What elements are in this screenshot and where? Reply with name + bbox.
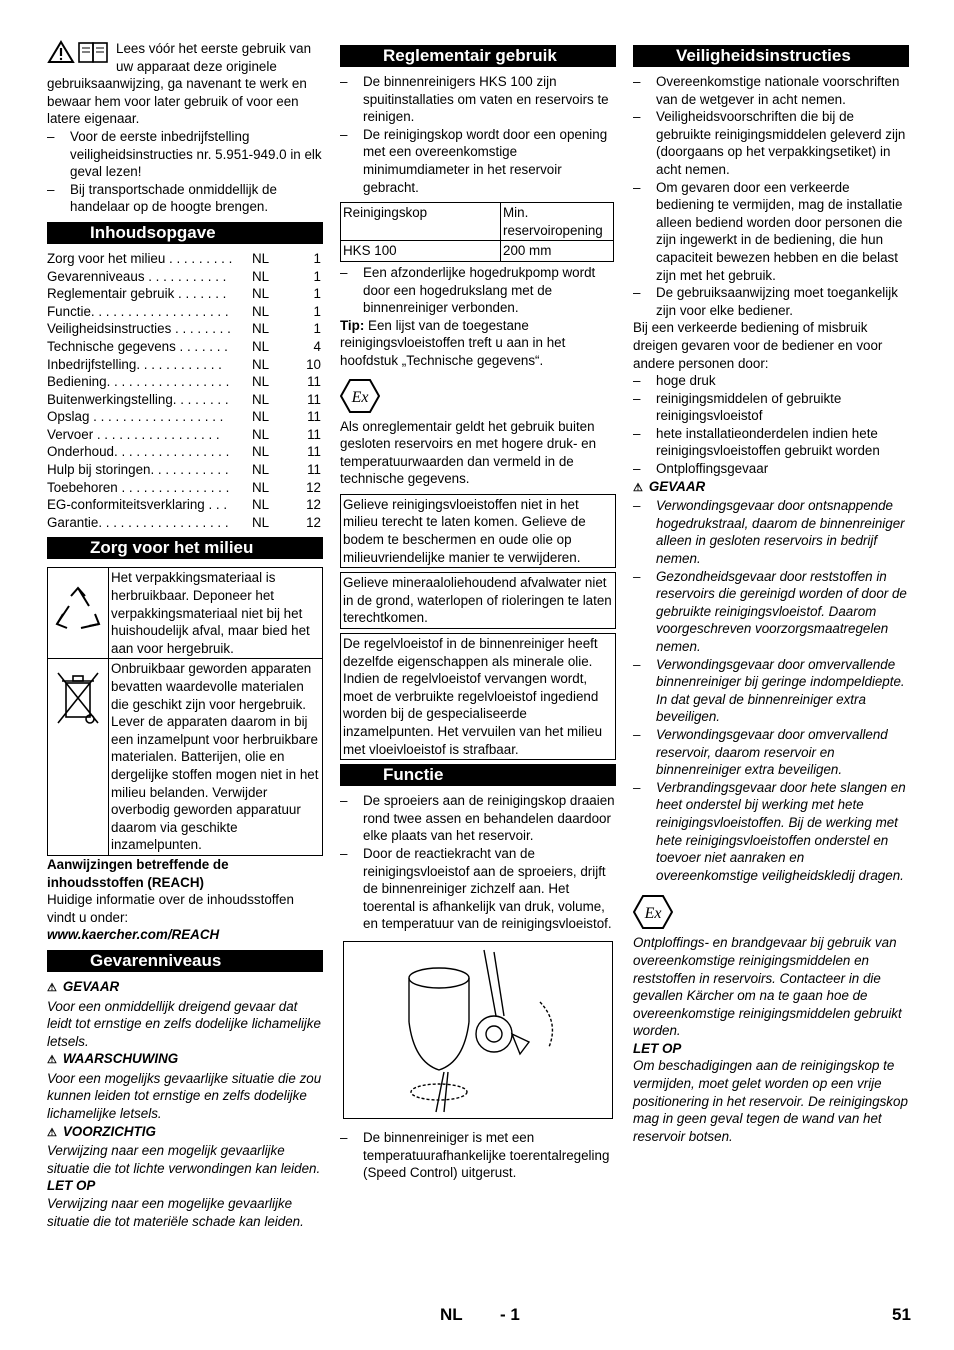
danger-item: – Verwondingsgevaar door ontsnappende hogedrukstraal, daarom de binnenreiniger alleen in gesloten reservoirs in bedrijf nemen. <box>633 497 909 567</box>
toc-lang: NL <box>252 286 270 302</box>
ex-symbol: Ex <box>644 905 662 923</box>
letop-text: Om beschadigingen aan de reinigingskop te vermijden, moet gelet worden op een vrije positionering in het reservoir. De reinigingskop mag in geen geval tegen de wand van het reservoir botsen. <box>633 1058 908 1144</box>
footer-lang: NL <box>440 1305 463 1324</box>
table-cell: 200 mm <box>501 241 614 262</box>
toc-lang: NL <box>252 338 270 354</box>
toc-lang: NL <box>252 462 270 478</box>
reach-link[interactable]: www.kaercher.com/REACH <box>47 927 220 943</box>
usage-item: – De binnenreinigers HKS 100 zijn spuitinstallaties om vaten en reservoirs te reinigen. <box>340 73 616 126</box>
toc-title: Zorg voor het milieu . . . . . . . . . <box>47 250 233 266</box>
level-text: Verwijzing naar een mogelijk gevaarlijke situatie die tot lichte verwondingen kan leiden. <box>47 1143 321 1176</box>
recycle-icon <box>51 584 105 638</box>
toc-row[interactable] <box>47 461 323 479</box>
toc-page: 11 <box>307 426 321 442</box>
opening-table <box>340 202 614 262</box>
toc-lang: NL <box>252 444 270 460</box>
toc-lang: NL <box>252 268 270 284</box>
usage-heading: Reglementair gebruik <box>340 45 616 67</box>
level-label: ⚠ GEVAAR <box>47 978 323 998</box>
toc-title: Gevarenniveaus . . . . . . . . . . . <box>47 268 227 284</box>
toc-title: Functie. . . . . . . . . . . . . . . . . . . <box>47 303 229 319</box>
toc-title: Hulp bij storingen. . . . . . . . . . . <box>47 462 229 478</box>
toc-page: 12 <box>306 479 321 495</box>
intro-symbols <box>47 40 112 66</box>
intro-item: – Bij transportschade onmiddellijk de handelaar op de hoogte brengen. <box>47 181 323 216</box>
toc-page: 1 <box>313 250 321 266</box>
ex-symbol: Ex <box>351 388 369 406</box>
toc-page: 4 <box>313 338 321 354</box>
toc-title: Reglementair gebruik . . . . . . . <box>47 286 227 302</box>
toc-row[interactable] <box>47 320 323 338</box>
toc-page: 11 <box>307 462 321 478</box>
warning-triangle-icon: ⚠ <box>633 481 643 494</box>
misuse-text: Bij een verkeerde bediening of misbruik dreigen gevaren voor de bediener en voor andere personen door: <box>633 320 883 371</box>
intro-block <box>47 40 323 216</box>
misuse-item: – reinigingsmiddelen of gebruikte reinigingsvloeistof <box>633 390 909 425</box>
misuse-item: – hoge druk <box>633 372 909 390</box>
ex-icon <box>633 894 909 930</box>
toc-lang: NL <box>252 374 270 390</box>
toc-lang: NL <box>252 303 270 319</box>
level-text: Verwijzing naar een mogelijke gevaarlijke situatie die tot materiële schade kan leiden. <box>47 1196 304 1229</box>
misuse-item: – Ontploffingsgevaar <box>633 460 909 478</box>
toc-lang: NL <box>252 497 270 513</box>
function-item: – Door de reactiekracht van de reinigingsvloeistof aan de sproeiers, drijft de binnenreiniger zichzelf aan. Het toerental is afhankelijk van druk, volume, en temperatuur van de reinigingsvloeistof. <box>340 845 616 933</box>
toc-page: 1 <box>313 303 321 319</box>
ex-text: Als onreglementair geldt het gebruik buiten gesloten reservoirs en met hogere druk- en temperatuurwaarden dan vermeld in de technische gegevens. <box>340 418 597 487</box>
table-header: Reinigingskop <box>341 203 501 241</box>
toc-lang: NL <box>252 479 270 495</box>
levels-heading: Gevarenniveaus <box>47 950 323 972</box>
column-middle <box>340 40 616 1182</box>
toc-row[interactable] <box>47 268 323 286</box>
level-text: Voor een onmiddellijk dreigend gevaar dat leidt tot ernstige en zelfs dodelijke lichamelijke letsels. <box>47 998 321 1049</box>
toc-page: 11 <box>307 374 321 390</box>
toc-page: 11 <box>307 409 321 425</box>
toc-row[interactable] <box>47 285 323 303</box>
function-item: – De sproeiers aan de reinigingskop draaien rond twee assen en behandelen daardoor elke plaats van het reservoir. <box>340 792 616 845</box>
toc-lang: NL <box>252 409 270 425</box>
ex-warning-text: Ontploffings- en brandgevaar bij gebruik van overeenkomstige reinigingsmiddelen en reststoffen in reservoirs. Contacteer in die gevallen Kärcher om na te gaan hoe de overeenkomstige reinigingsmiddelen gebruikt worden. <box>633 935 902 1039</box>
recycle-icon-cell <box>48 568 109 659</box>
reach-text: Huidige informatie over de inhoudsstoffen vindt u onder: <box>47 892 294 925</box>
toc-title: EG-conformiteitsverklaring . . . <box>47 497 228 513</box>
danger-item: – Verwondingsgevaar door omvervallende binnenreiniger bij geringe indompeldiepte. In dat geval de binnenreiniger extra beveiligen. <box>633 656 909 726</box>
safety-item: – Om gevaren door een verkeerde bediening te vermijden, mag de installatie alleen bediend worden door personen die zijn ingewerkt in de bediening, die hun capaciteit bewezen hebben en die belast zijn met het gebruik. <box>633 179 909 285</box>
footer-sub: - 1 <box>500 1305 520 1324</box>
toc-row[interactable] <box>47 356 323 374</box>
cleaning-head-figure <box>343 941 613 1119</box>
toc-page: 1 <box>313 286 321 302</box>
level-label: ⚠ VOORZICHTIG <box>47 1123 323 1143</box>
danger-label: ⚠ GEVAAR <box>633 478 909 498</box>
reach-title: Aanwijzingen betreffende de inhoudsstoffen (REACH) <box>47 856 229 890</box>
danger-item: – Verbrandingsgevaar door hete slangen en heet onderstel bij werking met hete reinigingsvloeistoffen. Bij de werking met hete reinigingsvloeistoffen onderstel en toevoer niet aanraken en overeenkomstige veiligheidskledij dragen. <box>633 779 909 885</box>
warning-triangle-icon: ⚠ <box>47 1054 57 1067</box>
bin-icon-cell <box>48 659 109 856</box>
toc-title: Buitenwerkingstelling. . . . . . . . <box>47 391 229 407</box>
footer-page: 51 <box>892 1305 911 1324</box>
toc-lang: NL <box>252 250 270 266</box>
toc-title: Opslag . . . . . . . . . . . . . . . . . . <box>47 409 224 425</box>
warning-triangle-icon: ⚠ <box>47 981 57 994</box>
toc-title: Inbedrijfstelling. . . . . . . . . . . . <box>47 356 222 372</box>
recycle-text: Het verpakkingsmateriaal is herbruikbaar. Deponeer het verpakkingsmateriaal niet bij het huishoudelijk afval, maar bied het aan voor hergebruik. <box>109 568 323 659</box>
usage-item: – De reinigingskop wordt door een opening met een overeenkomstige minimumdiameter in het reservoir gebracht. <box>340 126 616 196</box>
letop-label: LET OP <box>633 1040 682 1056</box>
toc-row[interactable] <box>47 514 323 532</box>
toc-title: Technische gegevens . . . . . . . <box>47 338 228 354</box>
level-label: LET OP <box>47 1178 96 1194</box>
toc-page: 11 <box>307 391 321 407</box>
toc-lang: NL <box>252 321 270 337</box>
toc-row[interactable] <box>47 479 323 497</box>
toc-row[interactable] <box>47 443 323 461</box>
danger-item: – Verwondingsgevaar door omvervallend reservoir, daarom reservoir en binnenreiniger extra beveiligen. <box>633 726 909 779</box>
env-heading: Zorg voor het milieu <box>47 537 323 559</box>
function-heading: Functie <box>340 764 616 786</box>
toc-page: 12 <box>306 497 321 513</box>
toc-page: 12 <box>306 514 321 530</box>
level-text: Voor een mogelijks gevaarlijke situatie die zou kunnen leiden tot ernstige en zelfs dodelijke lichamelijke letsels. <box>47 1070 322 1122</box>
notice-box: Gelieve mineraaloliehoudend afvalwater niet in de grond, waterlopen of rioleringen te laten terechtkomen. <box>340 572 616 629</box>
intro-item: – Voor de eerste inbedrijfstelling veiligheidsinstructies nr. 5.951-949.0 in elk geval lezen! <box>47 128 323 181</box>
toc-page: 11 <box>307 444 321 460</box>
toc-row[interactable] <box>47 373 323 391</box>
toc-title: Vervoer . . . . . . . . . . . . . . . . . <box>47 426 220 442</box>
safety-item: – Veiligheidsvoorschriften die bij de gebruikte reinigingsmiddelen geleverd zijn (doorgaans op het verpakkingsetiket) in acht nemen. <box>633 108 909 178</box>
toc-heading: Inhoudsopgave <box>47 222 323 244</box>
toc-page: 1 <box>313 268 321 284</box>
warning-triangle-icon: ⚠ <box>47 1126 57 1139</box>
notice-box: De regelvloeistof in de binnenreiniger heeft dezelfde eigenschappen als minerale olie. Indien de regelvloeistof vervangen wordt, moet de verbruikte regelvloeistof ingediend worden bij de gespecialiseerde inzamelpunten. Het vervuilen van het milieu met vloeivloeistof is strafbaar. <box>340 633 616 760</box>
toc-title: Toebehoren . . . . . . . . . . . . . . . <box>47 479 230 495</box>
toc-row[interactable] <box>47 338 323 356</box>
levels-list <box>47 978 323 1230</box>
toc-lang: NL <box>252 514 270 530</box>
toc-list <box>47 250 323 532</box>
toc-row[interactable] <box>47 391 323 409</box>
table-header: Min. reservoiropening <box>501 203 614 241</box>
toc-lang: NL <box>252 426 270 442</box>
safety-item: – De gebruiksaanwijzing moet toegankelijk zijn voor elke bediener. <box>633 284 909 319</box>
table-cell: HKS 100 <box>341 241 501 262</box>
notice-box: Gelieve reinigingsvloeistoffen niet in het milieu terecht te laten komen. Gelieve de bodem te beschermen en oude olie op milieuvriendelijke manier te verwijderen. <box>340 494 616 568</box>
usage-item: – Een afzonderlijke hogedrukpomp wordt door een hogedrukslang met de binnenreiniger verbonden. <box>340 264 616 317</box>
toc-row[interactable] <box>47 496 323 514</box>
toc-title: Onderhoud. . . . . . . . . . . . . . . . <box>47 444 230 460</box>
toc-row[interactable] <box>47 250 323 268</box>
safety-item: – Overeenkomstige nationale voorschriften van de wetgever in acht nemen. <box>633 73 909 108</box>
function-item: – De binnenreiniger is met een temperatuurafhankelijke toerentalregeling (Speed Control) uitgerust. <box>340 1129 616 1182</box>
warning-manual-icon <box>47 40 111 64</box>
toc-row[interactable] <box>47 303 323 321</box>
toc-row[interactable] <box>47 426 323 444</box>
column-right <box>633 40 909 1145</box>
crossed-bin-icon <box>54 669 102 727</box>
toc-lang: NL <box>252 356 270 372</box>
misuse-item: – hete installatieonderdelen indien hete reinigingsvloeistoffen gebruikt worden <box>633 425 909 460</box>
toc-page: 10 <box>306 356 321 372</box>
toc-title: Veiligheidsinstructies . . . . . . . . <box>47 321 231 337</box>
toc-title: Garantie. . . . . . . . . . . . . . . . . . <box>47 514 229 530</box>
disposal-text: Onbruikbaar geworden apparaten bevatten waardevolle materialen die geschikt zijn voor hergebruik. Lever de apparaten daarom in bij een inzamelpunt voor herbruikbare materialen. Batterijen, olie en dergelijke stoffen mogen niet in het milieu belanden. Verwijder overbodig geworden apparatuur daarom via geschikte inzamelpunten. <box>109 659 323 856</box>
toc-title: Bediening. . . . . . . . . . . . . . . . . <box>47 374 230 390</box>
usage-tip: Tip: Een lijst van de toegestane reinigingsvloeistoffen treft u aan in het hoofdstuk „Technische gegevens“. <box>340 317 566 368</box>
intro-text: Lees vóór het eerste gebruik van uw apparaat deze originele gebruiksaanwijzing, ga navenant te werk en bewaar hem voor later gebruik of voor een latere eigenaar. <box>47 41 312 127</box>
toc-page: 1 <box>313 321 321 337</box>
safety-heading: Veiligheidsinstructies <box>633 45 909 67</box>
danger-item: – Gezondheidsgevaar door reststoffen in reservoirs die gereinigd worden of door de gebruikte reinigingsvloeistof. Daarom voorgeschreven voorzorgsmaatregelen nemen. <box>633 568 909 656</box>
toc-row[interactable] <box>47 408 323 426</box>
level-label: ⚠ WAARSCHUWING <box>47 1050 323 1070</box>
ex-icon <box>340 378 616 414</box>
env-table <box>47 567 323 856</box>
toc-lang: NL <box>252 391 270 407</box>
column-left <box>47 40 323 1230</box>
